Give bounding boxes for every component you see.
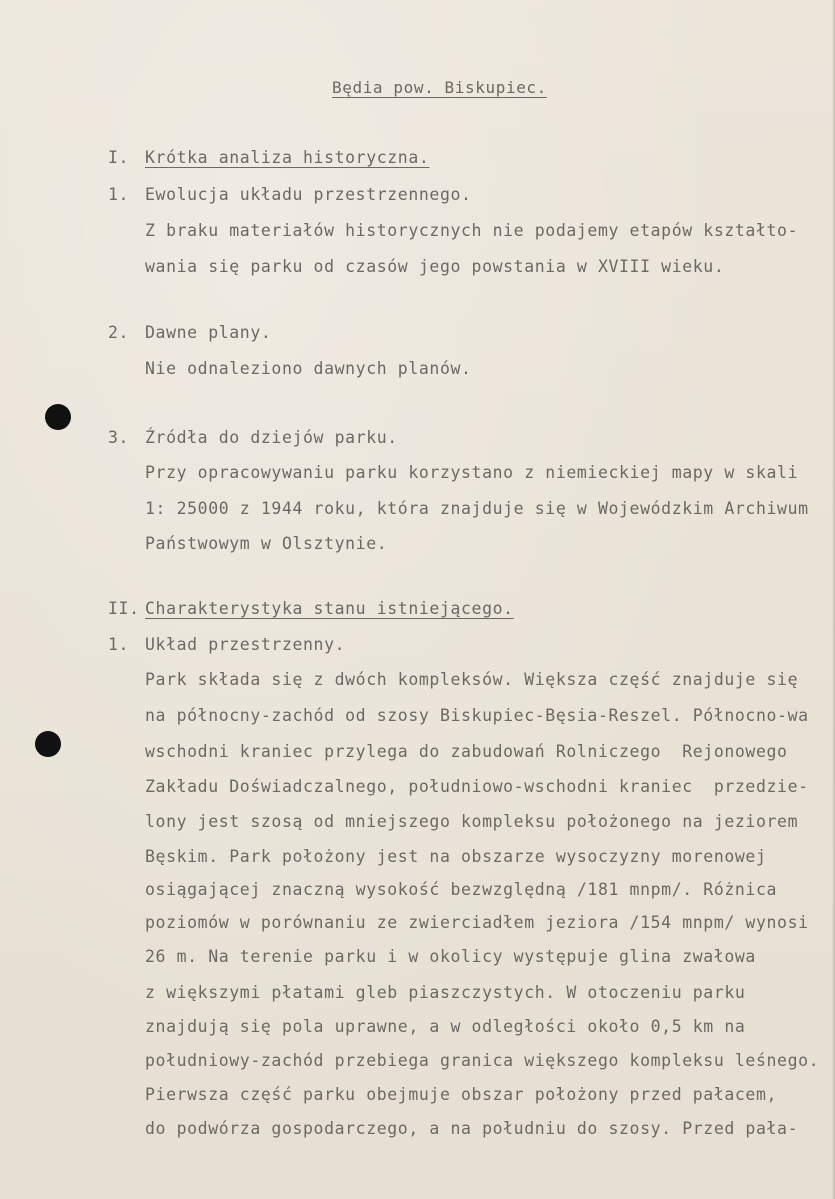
item1-number: 1. <box>108 185 130 204</box>
body-text-line: Bęskim. Park położony jest na obszarze wysoczyzny morenowej <box>145 847 767 866</box>
body-text-line: południowy-zachód przebiega granica większego kompleksu leśnego. <box>145 1051 820 1070</box>
body-text-line: znajdują się pola uprawne, a w odległości około 0,5 km na <box>145 1017 746 1036</box>
item1-title: Ewolucja układu przestrzennego. <box>145 185 472 204</box>
body-text-line: 26 m. Na terenie parku i w okolicy występuje glina zwałowa <box>145 947 756 966</box>
body-text-line: osiągającej znaczną wysokość bezwzględną /181 mnpm/. Różnica <box>145 880 778 899</box>
section2-item1-title: Układ przestrzenny. <box>145 635 346 654</box>
section2-number: II. <box>108 599 140 618</box>
punch-hole-upper <box>45 404 71 430</box>
item3-text-line: 1: 25000 z 1944 roku, która znajduje się w Wojewódzkim Archiwum <box>145 499 809 518</box>
section2-heading: Charakterystyka stanu istniejącego. <box>145 599 514 618</box>
body-text-line: Zakładu Doświadczalnego, południowo-wschodni kraniec przedzie- <box>145 777 809 796</box>
item3-title: Źródła do dziejów parku. <box>145 428 398 447</box>
body-text-line: Park składa się z dwóch kompleksów. Większa część znajduje się <box>145 670 799 689</box>
section1-number: I. <box>108 148 130 167</box>
document-title: Będia pow. Biskupiec. <box>332 78 547 97</box>
item3-text-line: Przy opracowywaniu parku korzystano z niemieckiej mapy w skali <box>145 463 799 482</box>
body-text-line: lony jest szosą od mniejszego kompleksu położonego na jeziorem <box>145 812 799 831</box>
body-text-line: Pierwsza część parku obejmuje obszar położony przed pałacem, <box>145 1085 778 1104</box>
section1-heading: Krótka analiza historyczna. <box>145 148 430 167</box>
item2-text-line: Nie odnaleziono dawnych planów. <box>145 359 472 378</box>
item3-text-line: Państwowym w Olsztynie. <box>145 534 388 553</box>
item2-number: 2. <box>108 323 130 342</box>
body-text-line: z większymi płatami gleb piaszczystych. W otoczeniu parku <box>145 983 746 1002</box>
item3-number: 3. <box>108 428 130 447</box>
body-text-line: poziomów w porównaniu ze zwierciadłem jeziora /154 mnpm/ wynosi <box>145 913 809 932</box>
item1-text-line: Z braku materiałów historycznych nie podajemy etapów kształto- <box>145 221 799 240</box>
item1-text-line: wania się parku od czasów jego powstania w XVIII wieku. <box>145 257 725 276</box>
body-text-line: do podwórza gospodarczego, a na południu do szosy. Przed pała- <box>145 1119 799 1138</box>
section2-item1-number: 1. <box>108 635 130 654</box>
body-text-line: na północny-zachód od szosy Biskupiec-Bęsia-Reszel. Północno-wa <box>145 706 809 725</box>
body-text-line: wschodni kraniec przylega do zabudowań Rolniczego Rejonowego <box>145 742 788 761</box>
item2-title: Dawne plany. <box>145 323 272 342</box>
punch-hole-lower <box>35 731 61 757</box>
